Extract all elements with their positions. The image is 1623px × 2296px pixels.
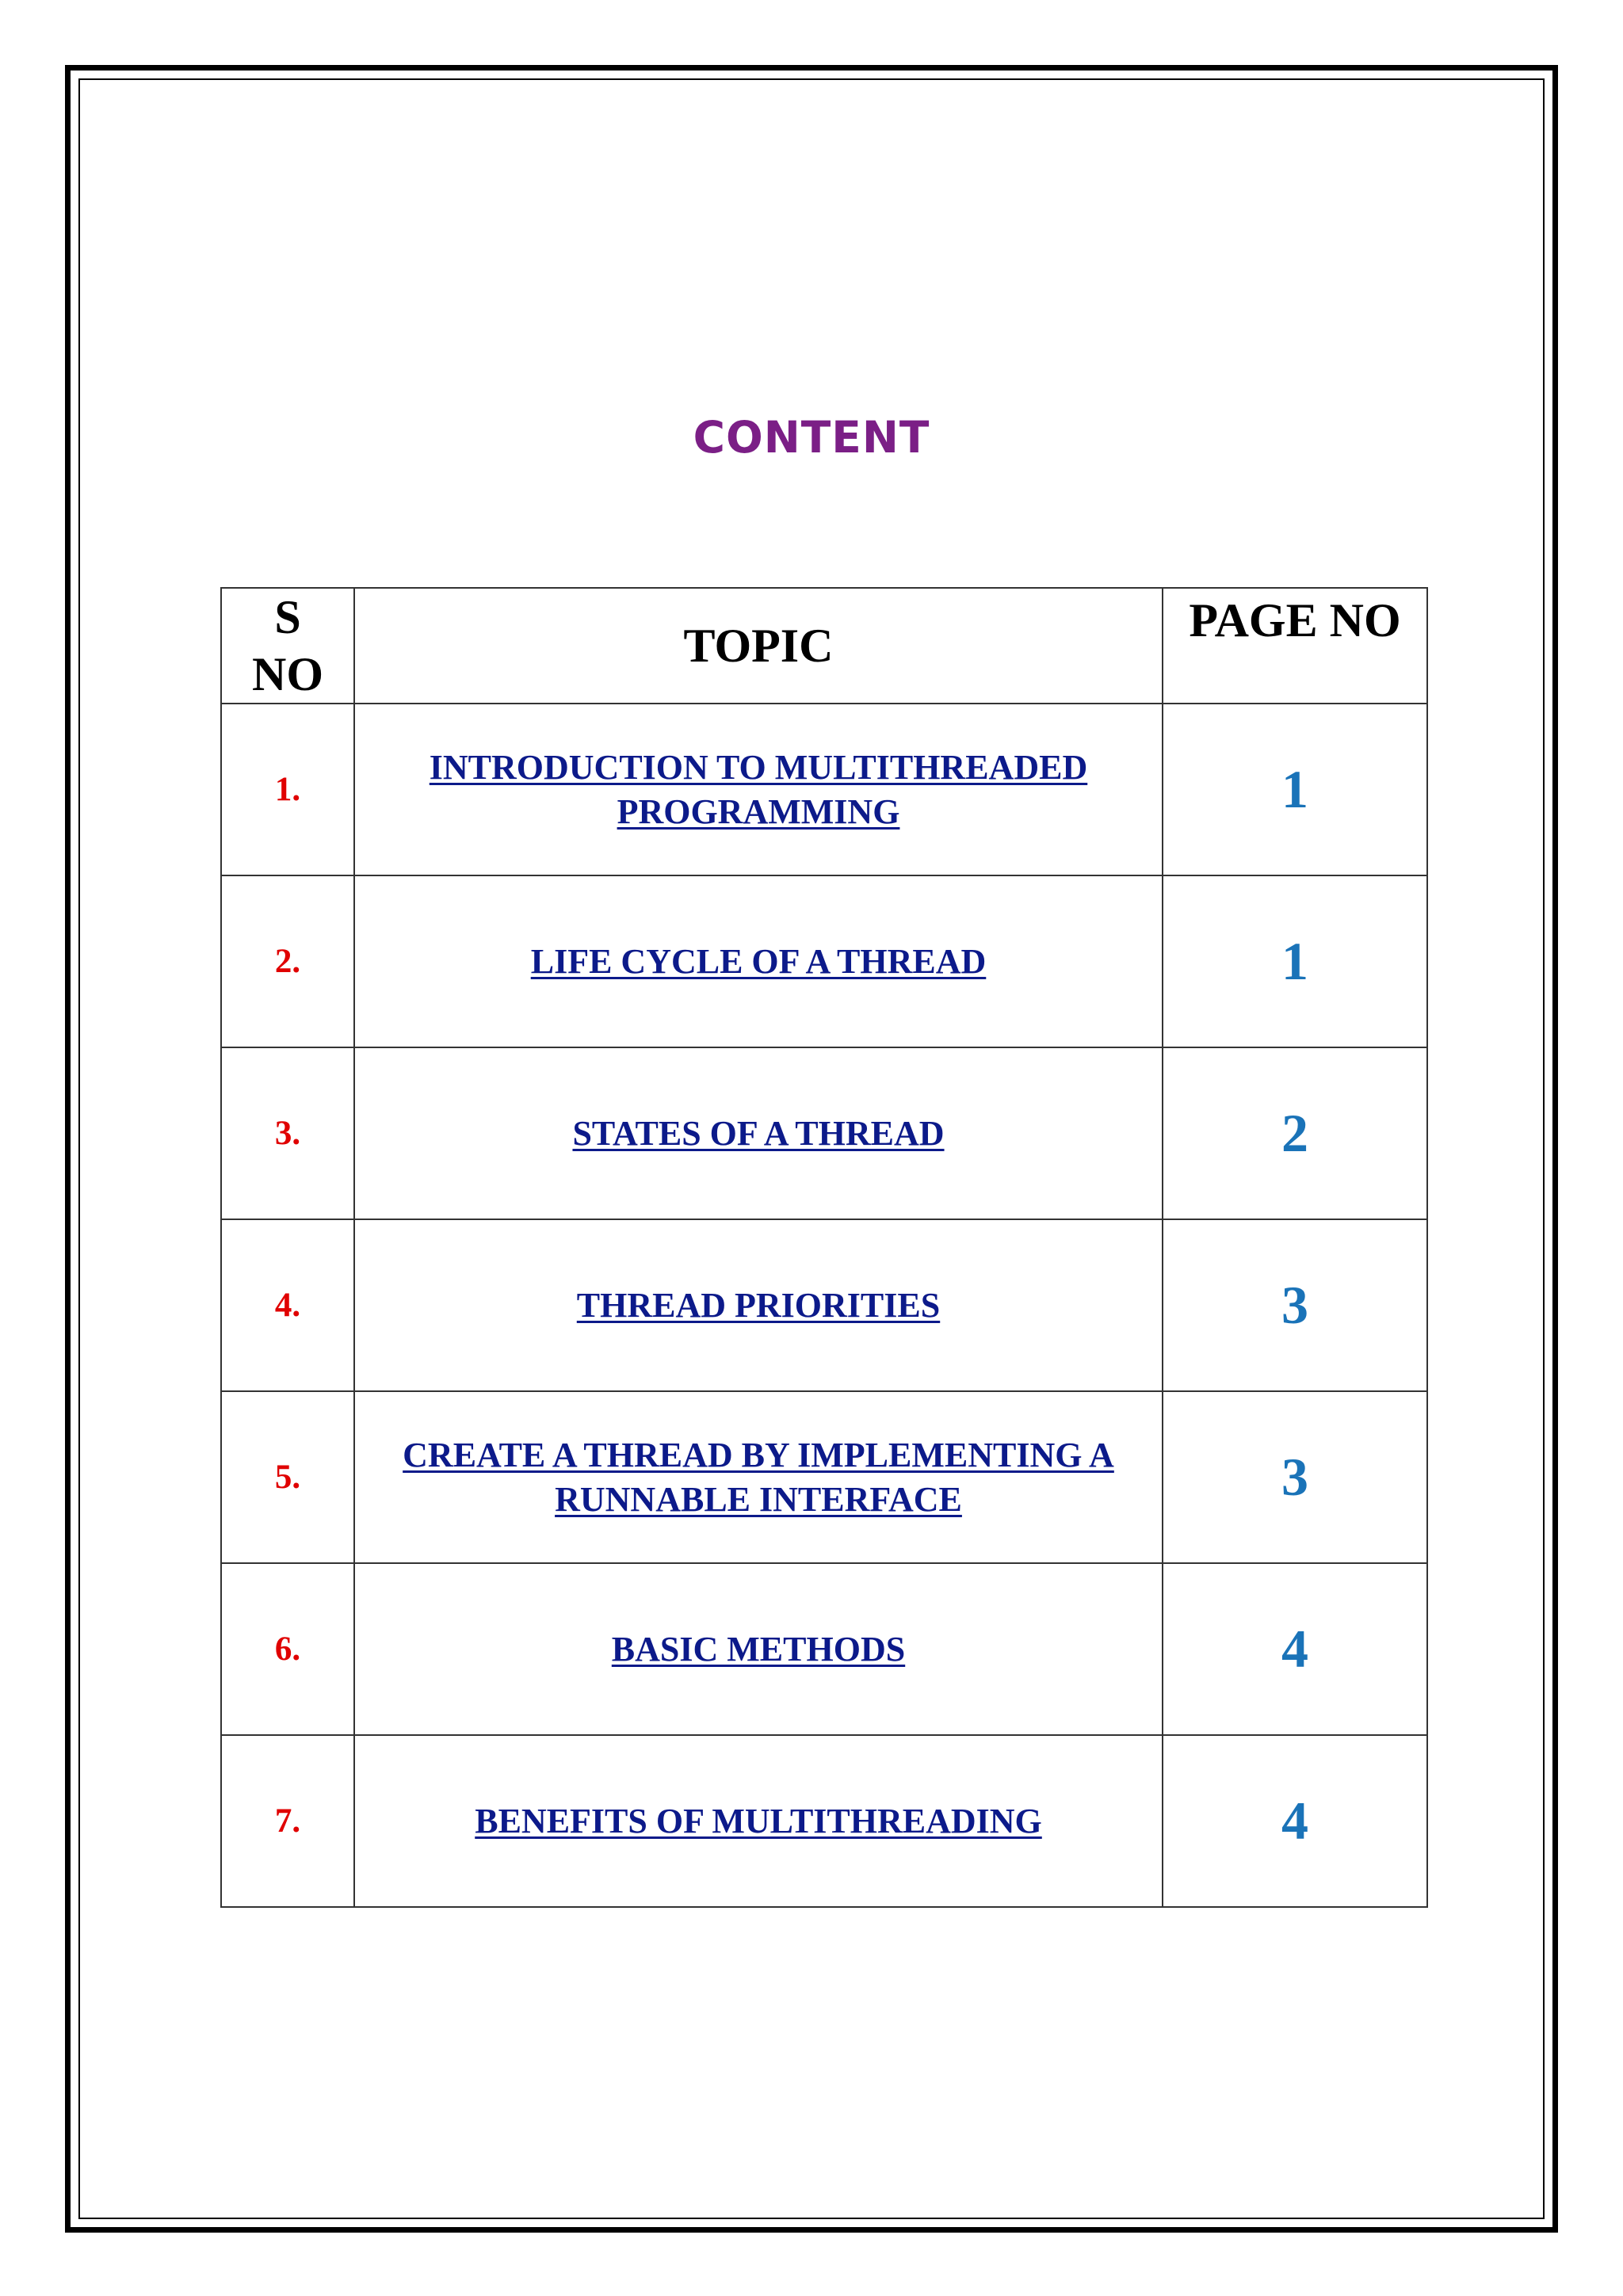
page-title: CONTENT: [693, 412, 930, 463]
header-sno-line1: S: [274, 591, 301, 643]
row-page-number: 2: [1163, 1047, 1427, 1219]
topic-line: CREATE A THREAD BY IMPLEMENTING A: [403, 1435, 1114, 1474]
table-row: [221, 1735, 1427, 1907]
table-row: [221, 1219, 1427, 1391]
header-sno-line2: NO: [252, 648, 323, 700]
table-row: [221, 1047, 1427, 1219]
row-page-number: 3: [1163, 1391, 1427, 1563]
table-row: [221, 1391, 1427, 1563]
row-page-number: 1: [1163, 704, 1427, 875]
topic-line: BASIC METHODS: [611, 1629, 906, 1669]
topic-line: INTRODUCTION TO MULTITHREADED: [429, 747, 1088, 787]
table-row: [221, 1563, 1427, 1735]
topic-link[interactable]: [354, 704, 1163, 875]
row-sno: 5.: [221, 1391, 354, 1563]
row-page-number: 1: [1163, 875, 1427, 1047]
topic-line: RUNNABLE INTERFACE: [555, 1479, 962, 1519]
topic-link[interactable]: [354, 875, 1163, 1047]
table-row: [221, 704, 1427, 875]
header-page-no: PAGE NO: [1163, 588, 1427, 704]
topic-link[interactable]: [354, 1219, 1163, 1391]
header-topic: TOPIC: [354, 588, 1163, 704]
topic-link[interactable]: [354, 1047, 1163, 1219]
row-sno: 3.: [221, 1047, 354, 1219]
table-row: [221, 875, 1427, 1047]
row-page-number: 4: [1163, 1563, 1427, 1735]
topic-line: PROGRAMMING: [617, 791, 900, 831]
topic-line: THREAD PRIORITIES: [576, 1285, 941, 1325]
row-page-number: 4: [1163, 1735, 1427, 1907]
topic-link[interactable]: [354, 1563, 1163, 1735]
header-sno: [221, 588, 354, 704]
row-sno: 6.: [221, 1563, 354, 1735]
contents-table: [220, 587, 1428, 1908]
row-sno: 4.: [221, 1219, 354, 1391]
topic-line: BENEFITS OF MULTITHREADING: [475, 1801, 1042, 1840]
table-header-row: [221, 588, 1427, 704]
topic-link[interactable]: [354, 1391, 1163, 1563]
row-sno: 1.: [221, 704, 354, 875]
topic-line: STATES OF A THREAD: [572, 1113, 945, 1153]
row-sno: 2.: [221, 875, 354, 1047]
topic-link[interactable]: [354, 1735, 1163, 1907]
row-page-number: 3: [1163, 1219, 1427, 1391]
topic-line: LIFE CYCLE OF A THREAD: [530, 941, 987, 981]
row-sno: 7.: [221, 1735, 354, 1907]
